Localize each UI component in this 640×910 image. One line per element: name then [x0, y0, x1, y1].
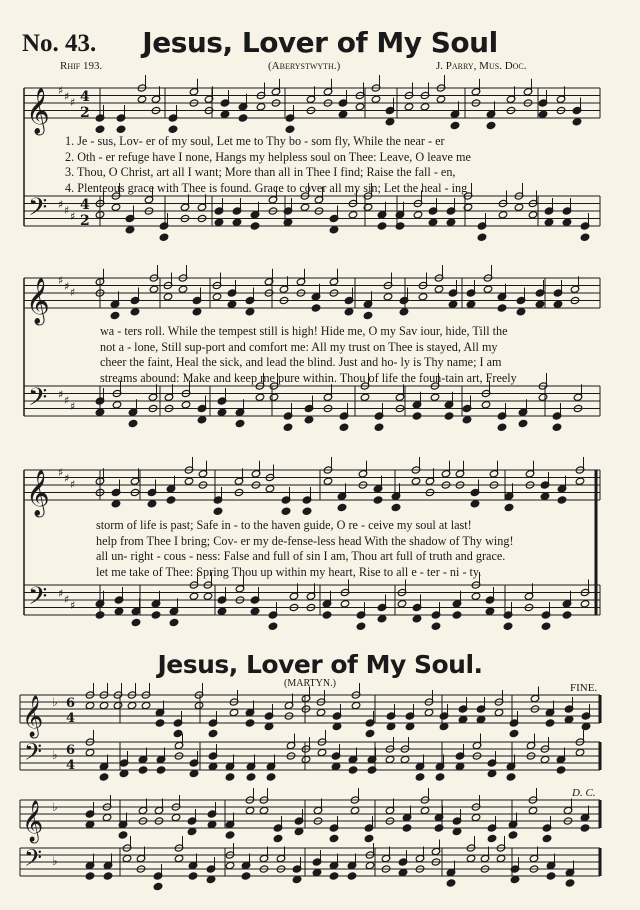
- lyric-line: help from Thee I bring; Cov- er my de-fense-less head With the shadow of Thy wing!: [96, 533, 514, 548]
- note-head: [141, 701, 151, 709]
- bass-clef-icon: 𝄢: [24, 738, 43, 771]
- second-tune-name: (MARTYN.): [284, 678, 336, 689]
- note-head: [181, 401, 191, 409]
- note-head: [166, 496, 176, 504]
- note-head: [418, 293, 428, 301]
- note-head: [311, 304, 321, 312]
- note-head: [245, 719, 255, 727]
- note-head: [436, 95, 446, 103]
- note-head: [232, 218, 242, 226]
- note-head: [348, 766, 358, 774]
- note-head: [383, 293, 393, 301]
- note-head: [572, 118, 582, 126]
- note-head: [323, 477, 333, 485]
- note-head: [365, 861, 375, 869]
- note-head: [580, 600, 590, 608]
- note-head: [163, 293, 173, 301]
- note-head: [562, 611, 572, 619]
- note-head: [538, 110, 548, 118]
- note-head: [504, 503, 514, 511]
- note-head: [428, 218, 438, 226]
- note-head: [103, 872, 113, 880]
- bass-clef-icon: 𝄢: [28, 193, 48, 228]
- note-head: [355, 103, 365, 111]
- note-head: [545, 719, 555, 727]
- treble-clef-icon: 𝄞: [22, 801, 44, 842]
- note-head: [452, 827, 462, 835]
- note-head: [265, 485, 275, 493]
- note-head: [516, 308, 526, 316]
- time-sig-bottom-treble: 4: [66, 711, 76, 726]
- note-head: [412, 615, 422, 623]
- note-head: [386, 722, 396, 730]
- note-head: [487, 834, 497, 842]
- note-head: [535, 300, 545, 308]
- note-head: [174, 854, 184, 862]
- note-head: [112, 401, 122, 409]
- note-head: [337, 503, 347, 511]
- note-head: [371, 95, 381, 103]
- sharp-icon: ♯: [58, 274, 64, 287]
- note-head: [546, 872, 556, 880]
- note-head: [448, 300, 458, 308]
- note-head: [281, 507, 291, 515]
- dc-marking: D. C.: [572, 787, 596, 799]
- note-head: [173, 729, 183, 737]
- note-head: [399, 308, 409, 316]
- sharp-icon: ♯: [64, 472, 70, 485]
- note-head: [431, 622, 441, 630]
- note-head: [225, 861, 235, 869]
- lyric-line: 3. Thou, O Christ, art all I want; More than all in Thee I find; Raise the fall - en,: [65, 165, 456, 179]
- note-head: [241, 872, 251, 880]
- note-head: [316, 708, 326, 716]
- note-head: [391, 503, 401, 511]
- note-head: [122, 854, 132, 862]
- note-head: [95, 125, 105, 133]
- flat-icon: ♭: [52, 854, 58, 868]
- note-head: [317, 748, 327, 756]
- note-head: [184, 477, 194, 485]
- note-head: [155, 719, 165, 727]
- note-head: [339, 423, 349, 431]
- note-head: [580, 824, 590, 832]
- note-head: [420, 806, 430, 814]
- note-head: [85, 748, 95, 756]
- note-head: [208, 762, 218, 770]
- note-head: [130, 308, 140, 316]
- sharp-icon: ♯: [70, 478, 76, 491]
- note-head: [385, 118, 395, 126]
- note-head: [528, 806, 538, 814]
- note-head: [269, 393, 279, 401]
- lyric-line: wa - ters roll. While the tempest still is high! Hide me, O my Sav iour, hide, Till the: [100, 324, 508, 338]
- note-head: [420, 103, 430, 111]
- note-head: [113, 701, 123, 709]
- note-head: [397, 600, 407, 608]
- note-head: [385, 755, 395, 763]
- sharp-icon: ♯: [64, 593, 70, 606]
- note-head: [102, 813, 112, 821]
- note-head: [250, 607, 260, 615]
- note-head: [188, 872, 198, 880]
- time-sig-bottom-treble: 2: [80, 105, 90, 121]
- note-head: [206, 875, 216, 883]
- note-head: [544, 218, 554, 226]
- note-head: [347, 872, 357, 880]
- note-head: [363, 311, 373, 319]
- note-head: [348, 211, 358, 219]
- note-head: [424, 708, 434, 716]
- note-head: [444, 412, 454, 420]
- bass-clef-icon: 𝄢: [24, 844, 43, 877]
- note-head: [404, 103, 414, 111]
- source-ref: Rhif 193.: [60, 60, 103, 72]
- note-head: [494, 708, 504, 716]
- note-head: [466, 854, 476, 862]
- note-head: [487, 769, 497, 777]
- sharp-icon: ♯: [58, 84, 64, 97]
- note-head: [338, 110, 348, 118]
- note-head: [99, 773, 109, 781]
- note-head: [111, 500, 121, 508]
- lyrics-system-2: [100, 324, 517, 386]
- note-head: [477, 233, 487, 241]
- note-head: [225, 831, 235, 839]
- note-head: [435, 773, 445, 781]
- note-head: [322, 611, 332, 619]
- sharp-icon: ♯: [58, 388, 64, 401]
- note-head: [302, 507, 312, 515]
- note-head: [246, 773, 256, 781]
- sharp-icon: ♯: [64, 280, 70, 293]
- hymn-number: No. 43.: [22, 30, 97, 57]
- note-head: [147, 500, 157, 508]
- note-head: [217, 607, 227, 615]
- note-head: [245, 308, 255, 316]
- note-head: [415, 773, 425, 781]
- note-head: [557, 496, 567, 504]
- lyric-line: all un- right - cous - ness: False and full of sin I am, Thou art full of truth and grace.: [96, 549, 506, 563]
- note-head: [413, 211, 423, 219]
- lyric-line: streams abound: Make and keep me pure within. Thou of life the foun-tain art, Freely: [100, 370, 517, 385]
- sharp-icon: ♯: [58, 466, 64, 479]
- note-head: [405, 722, 415, 730]
- note-head: [110, 311, 120, 319]
- time-sig-bottom-bass: 4: [66, 758, 76, 773]
- note-head: [225, 773, 235, 781]
- note-head: [528, 211, 538, 219]
- treble-clef-icon: 𝄞: [26, 470, 50, 516]
- note-head: [377, 222, 387, 230]
- note-head: [398, 868, 408, 876]
- note-head: [131, 618, 141, 626]
- note-head: [250, 222, 260, 230]
- note-head: [373, 496, 383, 504]
- lyric-line: let me take of Thee: Spring Thou up within my heart, Rise to all e - ter - ni - ty.: [96, 564, 482, 579]
- sharp-icon: ♯: [70, 210, 76, 223]
- lyric-line: storm of life is past; Safe in - to the haven guide, O re - ceive my soul at last!: [96, 518, 472, 532]
- note-head: [455, 762, 465, 770]
- note-head: [365, 729, 375, 737]
- note-head: [564, 715, 574, 723]
- note-head: [264, 722, 274, 730]
- note-head: [128, 419, 138, 427]
- note-head: [207, 820, 217, 828]
- note-head: [294, 827, 304, 835]
- note-head: [259, 806, 269, 814]
- lyric-line: 1. Je - sus, Lov- er of my soul, Let me to Thy bo - som fly, While the near - er: [65, 134, 445, 148]
- sharp-icon: ♯: [64, 90, 70, 103]
- note-head: [509, 729, 519, 737]
- note-head: [238, 114, 248, 122]
- note-head: [541, 622, 551, 630]
- lyric-line: 4. Plenteous grace with Thee is found. Grace to cover all my sin; Let the heal - ing: [65, 180, 468, 195]
- note-head: [360, 393, 370, 401]
- note-head: [377, 615, 387, 623]
- note-head: [446, 879, 456, 887]
- treble-clef-icon: 𝄞: [26, 278, 50, 324]
- note-head: [137, 95, 147, 103]
- note-head: [466, 300, 476, 308]
- note-head: [197, 416, 207, 424]
- note-head: [462, 416, 472, 424]
- note-head: [344, 308, 354, 316]
- note-head: [189, 769, 199, 777]
- note-head: [119, 769, 129, 777]
- note-head: [374, 423, 384, 431]
- note-head: [540, 492, 550, 500]
- note-head: [189, 592, 199, 600]
- note-head: [434, 285, 444, 293]
- note-head: [116, 125, 126, 133]
- note-head: [553, 300, 563, 308]
- note-head: [538, 393, 548, 401]
- note-head: [506, 773, 516, 781]
- hymn-title: Jesus, Lover of My Soul: [142, 26, 498, 59]
- note-head: [411, 477, 421, 485]
- note-head: [203, 592, 213, 600]
- note-head: [483, 285, 493, 293]
- note-head: [266, 773, 276, 781]
- note-head: [256, 103, 266, 111]
- sharp-icon: ♯: [58, 198, 64, 211]
- note-head: [497, 423, 507, 431]
- note-head: [169, 618, 179, 626]
- sharp-icon: ♯: [58, 587, 64, 600]
- note-head: [510, 875, 520, 883]
- note-head: [580, 233, 590, 241]
- note-head: [213, 507, 223, 515]
- time-sig-top-treble: 6: [66, 696, 76, 711]
- note-head: [556, 766, 566, 774]
- note-head: [508, 831, 518, 839]
- note-head: [217, 408, 227, 416]
- note-head: [85, 820, 95, 828]
- note-head: [214, 218, 224, 226]
- note-head: [452, 611, 462, 619]
- time-sig-top-treble: 4: [80, 89, 90, 105]
- note-head: [471, 813, 481, 821]
- note-head: [99, 701, 109, 709]
- treble-clef-icon: 𝄞: [22, 696, 44, 737]
- note-head: [153, 882, 163, 890]
- sharp-icon: ♯: [64, 204, 70, 217]
- note-head: [518, 419, 528, 427]
- sharp-icon: ♯: [70, 286, 76, 299]
- note-head: [304, 416, 314, 424]
- note-head: [168, 125, 178, 133]
- note-head: [450, 121, 460, 129]
- note-head: [192, 308, 202, 316]
- note-head: [470, 500, 480, 508]
- note-head: [350, 806, 360, 814]
- note-head: [434, 824, 444, 832]
- note-head: [498, 211, 508, 219]
- note-head: [471, 592, 481, 600]
- note-head: [400, 755, 410, 763]
- note-head: [245, 806, 255, 814]
- time-sig-bottom-bass: 2: [80, 213, 90, 229]
- note-head: [367, 766, 377, 774]
- note-head: [285, 125, 295, 133]
- note-head: [331, 762, 341, 770]
- note-head: [329, 834, 339, 842]
- note-head: [227, 300, 237, 308]
- note-head: [496, 854, 506, 862]
- note-head: [208, 729, 218, 737]
- note-head: [300, 203, 310, 211]
- note-head: [329, 872, 339, 880]
- note-head: [356, 622, 366, 630]
- note-head: [187, 827, 197, 835]
- note-head: [565, 879, 575, 887]
- flat-icon: ♭: [52, 800, 58, 814]
- lyric-line: 2. Oth - er refuge have I none, Hangs my helpless soul on Thee: Leave, O leave me: [65, 149, 471, 164]
- note-head: [127, 701, 137, 709]
- note-head: [95, 408, 105, 416]
- note-head: [151, 611, 161, 619]
- note-head: [149, 285, 159, 293]
- note-head: [430, 393, 440, 401]
- sharp-icon: ♯: [64, 394, 70, 407]
- note-head: [156, 766, 166, 774]
- note-head: [562, 218, 572, 226]
- note-head: [114, 607, 124, 615]
- note-head: [485, 607, 495, 615]
- note-head: [542, 834, 552, 842]
- note-head: [292, 875, 302, 883]
- treble-clef-icon: 𝄞: [26, 88, 50, 134]
- fine-marking: FINE.: [570, 682, 598, 694]
- sharp-icon: ♯: [70, 96, 76, 109]
- note-head: [351, 701, 361, 709]
- lyric-line: cheer the faint, Heal the sick, and lead the blind. Just and ho- ly is Thy name; I am: [100, 355, 502, 369]
- note-head: [220, 110, 230, 118]
- note-head: [514, 203, 524, 211]
- note-head: [312, 868, 322, 876]
- note-head: [581, 722, 591, 730]
- note-head: [212, 293, 222, 301]
- note-head: [458, 715, 468, 723]
- time-sig-top-bass: 4: [80, 197, 90, 213]
- time-sig-top-bass: 6: [66, 743, 76, 758]
- note-head: [171, 813, 181, 821]
- lyrics-system-3: [96, 518, 514, 580]
- note-head: [364, 834, 374, 842]
- note-head: [503, 622, 513, 630]
- note-head: [95, 611, 105, 619]
- sharp-icon: ♯: [70, 599, 76, 612]
- note-head: [283, 423, 293, 431]
- note-head: [194, 701, 204, 709]
- note-head: [301, 755, 311, 763]
- note-head: [178, 285, 188, 293]
- bass-clef-icon: 𝄢: [28, 383, 48, 418]
- note-head: [439, 722, 449, 730]
- note-head: [159, 233, 169, 241]
- tune-name: (Aberystwyth.): [268, 60, 341, 72]
- note-head: [332, 722, 342, 730]
- note-head: [486, 121, 496, 129]
- note-head: [552, 423, 562, 431]
- note-head: [273, 834, 283, 842]
- lyric-line: not a - lone, Still sup-port and comfort me: All my trust on Thee is stayed, All my: [100, 339, 498, 354]
- composer: J. Parry, Mus. Doc.: [436, 60, 527, 72]
- bass-clef-icon: 𝄢: [28, 582, 48, 617]
- note-head: [118, 831, 128, 839]
- second-hymn-title: Jesus, Lover of My Soul.: [157, 650, 483, 679]
- note-head: [402, 824, 412, 832]
- note-head: [235, 419, 245, 427]
- note-head: [85, 701, 95, 709]
- note-head: [575, 748, 585, 756]
- sharp-icon: ♯: [70, 400, 76, 413]
- note-head: [85, 872, 95, 880]
- lyrics-system-1: [65, 134, 471, 196]
- note-head: [540, 755, 550, 763]
- note-head: [268, 622, 278, 630]
- note-head: [446, 218, 456, 226]
- note-head: [111, 203, 121, 211]
- note-head: [329, 226, 339, 234]
- note-head: [340, 600, 350, 608]
- note-head: [138, 766, 148, 774]
- note-head: [476, 715, 486, 723]
- flat-icon: ♭: [52, 695, 58, 709]
- note-head: [575, 477, 585, 485]
- note-head: [229, 708, 239, 716]
- note-head: [412, 412, 422, 420]
- note-head: [497, 304, 507, 312]
- note-head: [481, 401, 491, 409]
- note-head: [255, 393, 265, 401]
- flat-icon: ♭: [52, 748, 58, 762]
- note-head: [125, 226, 135, 234]
